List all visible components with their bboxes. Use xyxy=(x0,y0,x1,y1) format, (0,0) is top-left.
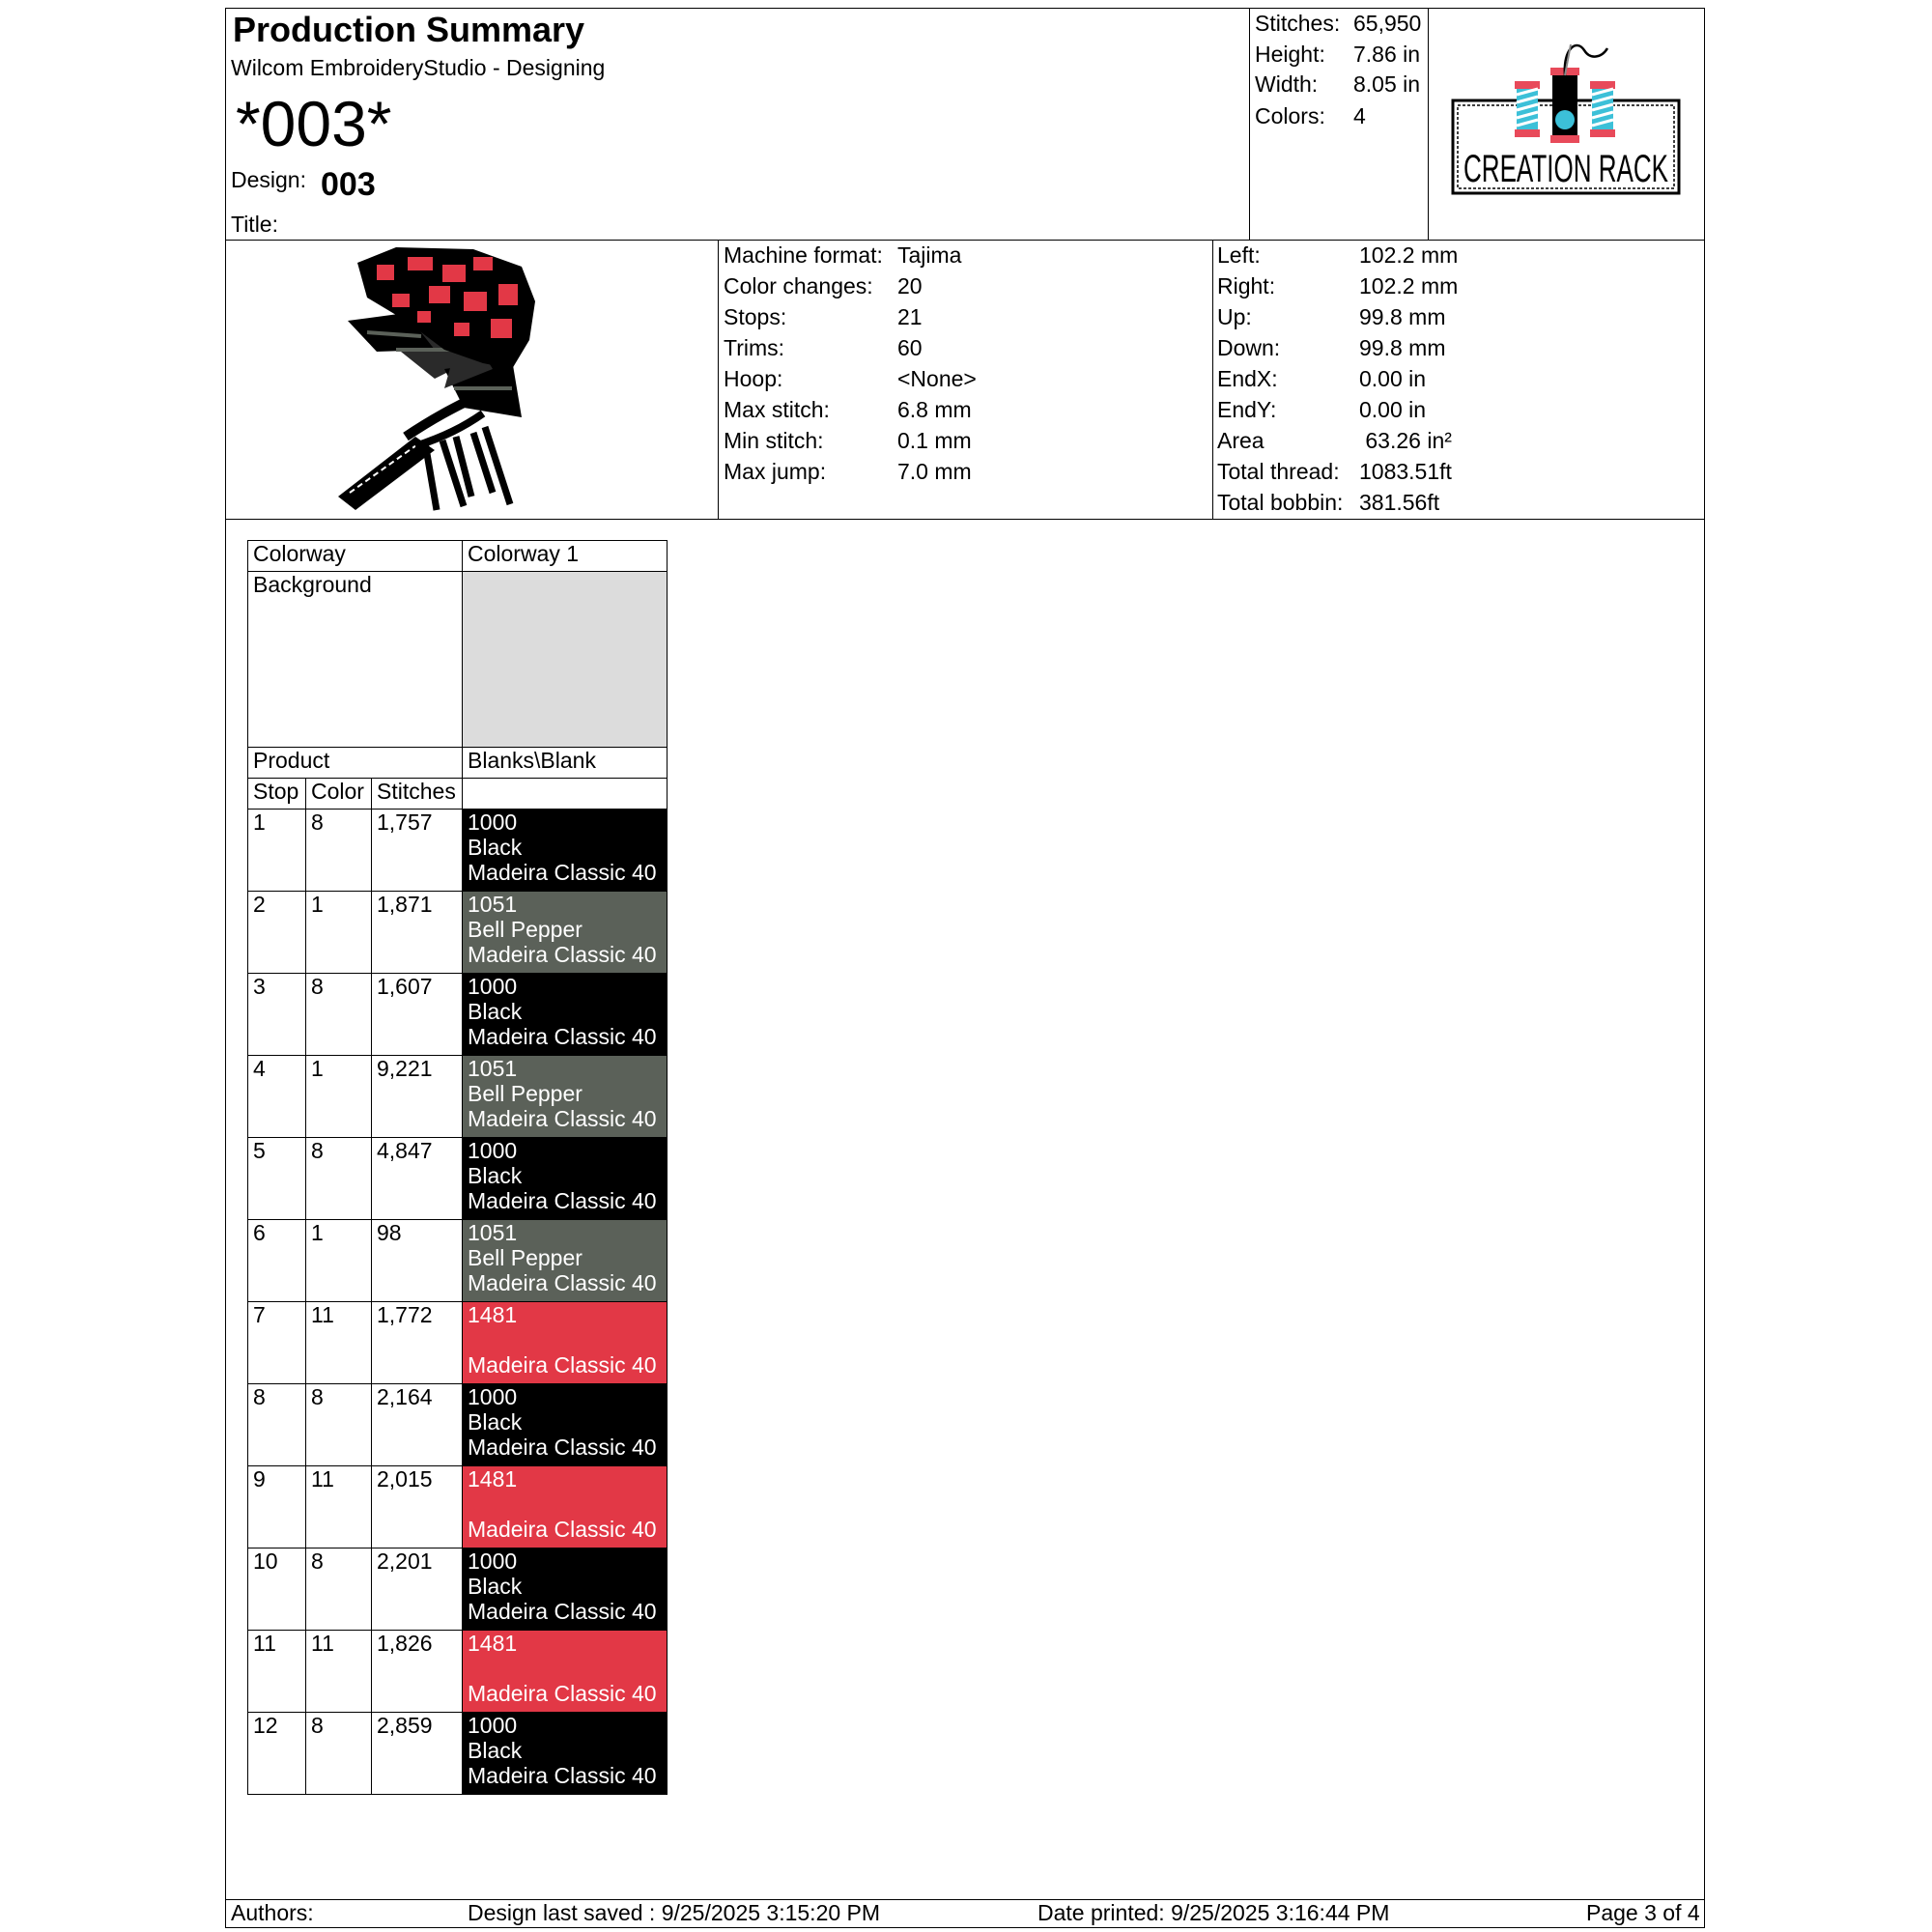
table-row xyxy=(248,1713,668,1795)
table-row xyxy=(248,974,668,1056)
stop-stop: 7 xyxy=(248,1302,306,1384)
height-value: 7.86 in xyxy=(1353,42,1421,67)
stop-stitches: 1,757 xyxy=(372,810,463,892)
thread-code: 1051 xyxy=(468,892,518,917)
background-label: Background xyxy=(248,572,463,748)
total-thread-label: Total thread: xyxy=(1217,459,1340,484)
total-thread-value: 1083.51ft xyxy=(1359,459,1452,484)
up-label: Up: xyxy=(1217,304,1252,329)
stats-divider xyxy=(225,519,1705,520)
thread-code: 1000 xyxy=(468,1138,518,1163)
thread-swatch xyxy=(463,1384,668,1466)
color-changes-value: 20 xyxy=(897,273,923,298)
thread-thread: Madeira Classic 40 xyxy=(468,1681,657,1706)
up-value: 99.8 mm xyxy=(1359,304,1446,329)
col-swatch xyxy=(463,779,668,810)
thread-swatch xyxy=(463,1220,668,1302)
footer-saved: Design last saved : 9/25/2025 3:15:20 PM xyxy=(468,1900,881,1925)
thread-code: 1000 xyxy=(468,810,518,835)
report-title: Production Summary xyxy=(233,10,585,49)
stop-stitches: 1,772 xyxy=(372,1302,463,1384)
left-label: Left: xyxy=(1217,242,1261,268)
extents-divider xyxy=(1212,240,1213,519)
stop-color: 8 xyxy=(306,1548,372,1631)
machine-format-label: Machine format: xyxy=(724,242,883,268)
min-stitch-value: 0.1 mm xyxy=(897,428,972,453)
left-value: 102.2 mm xyxy=(1359,242,1459,268)
thread-swatch xyxy=(463,1548,668,1631)
file-name: *003* xyxy=(236,88,392,159)
colors-label: Colors: xyxy=(1255,103,1325,128)
stop-color: 1 xyxy=(306,892,372,974)
stop-color: 11 xyxy=(306,1631,372,1713)
thread-thread: Madeira Classic 40 xyxy=(468,1188,657,1213)
thread-code: 1051 xyxy=(468,1056,518,1081)
stops-label: Stops: xyxy=(724,304,787,329)
spool-icon xyxy=(1590,81,1615,137)
app-name: Wilcom EmbroideryStudio - Designing xyxy=(231,55,606,80)
thread-thread: Madeira Classic 40 xyxy=(468,1106,657,1131)
table-row xyxy=(248,1466,668,1548)
stop-stitches: 2,015 xyxy=(372,1466,463,1548)
thread-swatch xyxy=(463,1713,668,1795)
endx-value: 0.00 in xyxy=(1359,366,1427,391)
thread-swatch xyxy=(463,1466,668,1548)
colorway-label: Colorway xyxy=(248,541,463,572)
max-stitch-label: Max stitch: xyxy=(724,397,830,422)
thread-swatch xyxy=(463,810,668,892)
right-value: 102.2 mm xyxy=(1359,273,1459,298)
stop-color: 8 xyxy=(306,810,372,892)
logo-text: CREATION RACK xyxy=(1463,148,1669,190)
stitches-value: 65,950 xyxy=(1353,11,1422,36)
stop-color: 8 xyxy=(306,974,372,1056)
thread-name xyxy=(468,1656,662,1681)
stop-stitches: 1,826 xyxy=(372,1631,463,1713)
table-row xyxy=(248,1056,668,1138)
stop-color: 8 xyxy=(306,1138,372,1220)
thread-name: Black xyxy=(468,999,523,1024)
down-value: 99.8 mm xyxy=(1359,335,1446,360)
col-stop: Stop xyxy=(248,779,306,810)
creation-rack-logo xyxy=(1449,39,1686,203)
spool-icon xyxy=(1550,68,1579,143)
thread-name: Bell Pepper xyxy=(468,1245,582,1270)
thread-thread: Madeira Classic 40 xyxy=(468,1599,657,1624)
thread-thread: Madeira Classic 40 xyxy=(468,1352,657,1378)
header-divider xyxy=(225,240,1705,241)
footer-divider xyxy=(225,1899,1705,1900)
thread-name: Black xyxy=(468,1574,523,1599)
thread-name xyxy=(468,1327,662,1352)
width-value: 8.05 in xyxy=(1353,71,1421,97)
thread-code: 1000 xyxy=(468,1713,518,1738)
stop-stop: 1 xyxy=(248,810,306,892)
thread-thread: Madeira Classic 40 xyxy=(468,1435,657,1460)
min-stitch-label: Min stitch: xyxy=(724,428,824,453)
stop-stop: 4 xyxy=(248,1056,306,1138)
width-label: Width: xyxy=(1255,71,1319,97)
stop-stop: 9 xyxy=(248,1466,306,1548)
background-swatch xyxy=(463,572,668,748)
thread-thread: Madeira Classic 40 xyxy=(468,1517,657,1542)
hoop-label: Hoop: xyxy=(724,366,783,391)
stop-color: 11 xyxy=(306,1466,372,1548)
thread-thread: Madeira Classic 40 xyxy=(468,1024,657,1049)
colors-value: 4 xyxy=(1353,103,1366,128)
logo-divider xyxy=(1428,8,1429,240)
footer-authors: Authors: xyxy=(231,1900,314,1925)
stop-color: 8 xyxy=(306,1384,372,1466)
stop-stitches: 2,164 xyxy=(372,1384,463,1466)
thread-swatch xyxy=(463,1056,668,1138)
endy-label: EndY: xyxy=(1217,397,1277,422)
stop-stitches: 2,201 xyxy=(372,1548,463,1631)
thread-thread: Madeira Classic 40 xyxy=(468,1270,657,1295)
thread-code: 1481 xyxy=(468,1302,518,1327)
stop-stitches: 1,607 xyxy=(372,974,463,1056)
hoop-value: <None> xyxy=(897,366,977,391)
area-label: Area xyxy=(1217,428,1264,453)
thread-name xyxy=(468,1492,662,1517)
stop-color: 11 xyxy=(306,1302,372,1384)
stop-stop: 2 xyxy=(248,892,306,974)
thread-swatch xyxy=(463,1302,668,1384)
product-label: Product xyxy=(248,748,463,779)
stop-color: 1 xyxy=(306,1220,372,1302)
col-color: Color xyxy=(306,779,372,810)
thread-swatch xyxy=(463,892,668,974)
stop-stop: 11 xyxy=(248,1631,306,1713)
table-row xyxy=(248,810,668,892)
thread-name: Black xyxy=(468,1738,523,1763)
preview-divider xyxy=(718,240,719,519)
table-row xyxy=(248,1631,668,1713)
table-row xyxy=(248,1138,668,1220)
thread-thread: Madeira Classic 40 xyxy=(468,860,657,885)
stop-stitches: 1,871 xyxy=(372,892,463,974)
stop-stitches: 98 xyxy=(372,1220,463,1302)
thread-code: 1000 xyxy=(468,1384,518,1409)
table-row xyxy=(248,1548,668,1631)
stop-rows xyxy=(248,810,668,1795)
height-label: Height: xyxy=(1255,42,1325,67)
stop-stitches: 2,859 xyxy=(372,1713,463,1795)
area-value: 63.26 in² xyxy=(1359,428,1452,453)
thread-swatch xyxy=(463,1631,668,1713)
max-jump-value: 7.0 mm xyxy=(897,459,972,484)
thread-thread: Madeira Classic 40 xyxy=(468,1763,657,1788)
thread-name: Black xyxy=(468,1163,523,1188)
stop-stop: 5 xyxy=(248,1138,306,1220)
stop-stop: 10 xyxy=(248,1548,306,1631)
total-bobbin-label: Total bobbin: xyxy=(1217,490,1344,515)
thread-name: Black xyxy=(468,835,523,860)
trims-value: 60 xyxy=(897,335,923,360)
footer-printed: Date printed: 9/25/2025 3:16:44 PM xyxy=(1037,1900,1390,1925)
max-jump-label: Max jump: xyxy=(724,459,827,484)
trims-label: Trims: xyxy=(724,335,785,360)
stop-stitches: 9,221 xyxy=(372,1056,463,1138)
table-row xyxy=(248,1384,668,1466)
thread-code: 1000 xyxy=(468,1548,518,1574)
thread-name: Bell Pepper xyxy=(468,917,582,942)
summary-divider xyxy=(1249,8,1250,240)
stop-stop: 3 xyxy=(248,974,306,1056)
colorway-table xyxy=(247,540,668,1795)
stop-stop: 12 xyxy=(248,1713,306,1795)
colorway-name: Colorway 1 xyxy=(463,541,668,572)
max-stitch-value: 6.8 mm xyxy=(897,397,972,422)
thread-swatch xyxy=(463,1138,668,1220)
stop-stop: 8 xyxy=(248,1384,306,1466)
stop-color: 8 xyxy=(306,1713,372,1795)
thread-swatch xyxy=(463,974,668,1056)
title-label: Title: xyxy=(231,212,278,237)
right-label: Right: xyxy=(1217,273,1276,298)
down-label: Down: xyxy=(1217,335,1281,360)
design-value: 003 xyxy=(321,166,376,203)
stop-stop: 6 xyxy=(248,1220,306,1302)
thread-thread: Madeira Classic 40 xyxy=(468,942,657,967)
stitches-label: Stitches: xyxy=(1255,11,1341,36)
table-row xyxy=(248,892,668,974)
thread-code: 1000 xyxy=(468,974,518,999)
table-row xyxy=(248,1220,668,1302)
thread-name: Black xyxy=(468,1409,523,1435)
stop-color: 1 xyxy=(306,1056,372,1138)
thread-code: 1481 xyxy=(468,1631,518,1656)
endy-value: 0.00 in xyxy=(1359,397,1427,422)
col-stitches: Stitches xyxy=(372,779,463,810)
design-preview xyxy=(328,243,618,516)
thread-name: Bell Pepper xyxy=(468,1081,582,1106)
footer-page: Page 3 of 4 xyxy=(1586,1900,1700,1925)
spool-icon xyxy=(1515,81,1540,137)
table-row xyxy=(248,1302,668,1384)
thread-code: 1051 xyxy=(468,1220,518,1245)
total-bobbin-value: 381.56ft xyxy=(1359,490,1440,515)
product-value: Blanks\Blank xyxy=(463,748,668,779)
stops-value: 21 xyxy=(897,304,923,329)
color-changes-label: Color changes: xyxy=(724,273,873,298)
stop-stitches: 4,847 xyxy=(372,1138,463,1220)
machine-format-value: Tajima xyxy=(897,242,962,268)
endx-label: EndX: xyxy=(1217,366,1278,391)
thread-code: 1481 xyxy=(468,1466,518,1492)
design-label: Design: xyxy=(231,167,306,192)
